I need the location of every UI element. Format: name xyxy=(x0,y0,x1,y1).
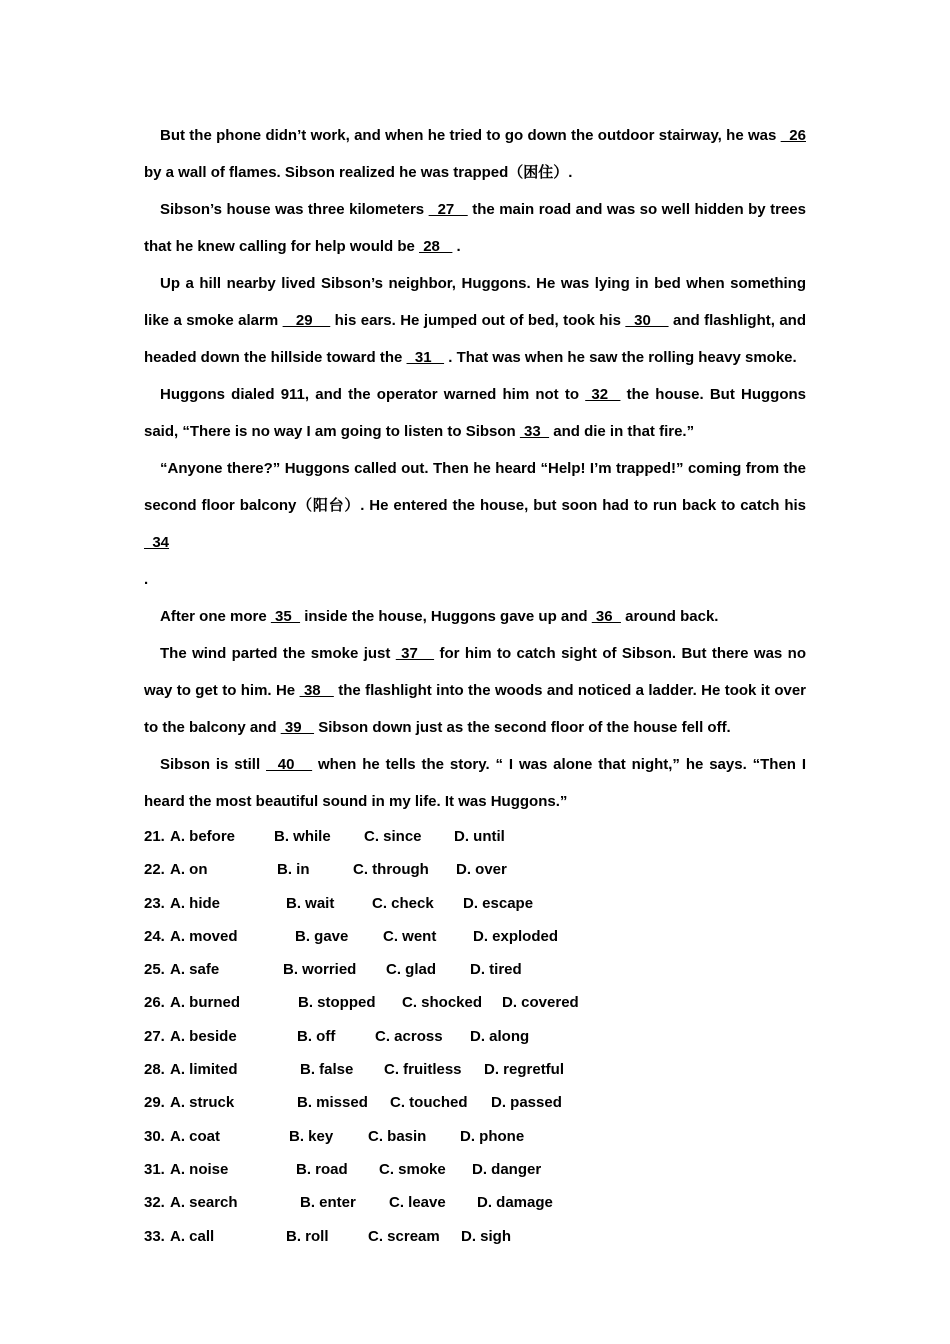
answer-choice[interactable]: C. glad xyxy=(386,961,437,979)
passage-text: Up a hill nearby lived Sibson’s neighbor, Huggons. He was lying in bed when something like a smoke alarm xyxy=(144,275,806,329)
answer-choice[interactable]: B. gave xyxy=(295,927,349,945)
answer-choice[interactable]: D. passed xyxy=(491,1094,562,1112)
question-row xyxy=(144,920,806,953)
passage-text: the main road and was so well hidden by trees that he knew calling for help would be xyxy=(144,201,806,255)
question-number: 30. xyxy=(144,1127,165,1145)
answer-choice[interactable]: C. fruitless xyxy=(384,1061,462,1079)
answer-choice[interactable]: A. coat xyxy=(170,1127,221,1145)
answer-choice[interactable]: C. touched xyxy=(390,1094,468,1112)
answer-choice[interactable]: D. over xyxy=(456,861,507,879)
passage-text: After one more xyxy=(160,608,271,625)
answer-choice[interactable]: D. danger xyxy=(472,1160,542,1178)
answer-choice[interactable]: D. sigh xyxy=(461,1227,512,1245)
passage-paragraph xyxy=(144,191,806,265)
answer-choice[interactable]: C. basin xyxy=(368,1127,427,1145)
answer-choice[interactable]: D. phone xyxy=(460,1127,525,1145)
answer-choice[interactable]: B. stopped xyxy=(298,994,376,1012)
passage-text: when he tells the story. “ I was alone that night,” he says. “Then I heard the most beautiful sound in my life. It was Huggons.” xyxy=(144,756,807,810)
question-row xyxy=(144,1086,806,1119)
passage-text: . xyxy=(144,571,149,588)
answer-choice[interactable]: A. limited xyxy=(170,1061,238,1079)
question-number: 27. xyxy=(144,1027,165,1045)
passage-text: and die in that fire.” xyxy=(549,423,695,440)
answer-choice[interactable]: A. beside xyxy=(170,1027,237,1045)
answer-choice[interactable]: A. safe xyxy=(170,961,220,979)
question-row xyxy=(144,1020,806,1053)
passage-paragraph xyxy=(144,635,806,746)
passage-text: . xyxy=(452,238,461,255)
answer-blank: 28 xyxy=(419,238,453,255)
answer-choice[interactable]: C. check xyxy=(372,894,434,912)
answer-choice[interactable]: D. regretful xyxy=(484,1061,565,1079)
question-number: 26. xyxy=(144,994,165,1012)
question-row xyxy=(144,1186,806,1219)
answer-blank: 35 xyxy=(270,608,301,625)
question-number: 32. xyxy=(144,1194,165,1212)
passage-text: Huggons dialed 911, and the operator warned him not to xyxy=(160,386,586,403)
passage-text: the flashlight into the woods and noticed a ladder. He took it over to the balcony and xyxy=(144,682,806,736)
answer-choice[interactable]: D. covered xyxy=(502,994,579,1012)
answer-options xyxy=(144,820,806,1253)
answer-blank: 36 xyxy=(591,608,621,625)
passage-text: for him to catch sight of Sibson. But there was no way to get to him. He xyxy=(144,645,807,699)
answer-choice[interactable]: B. off xyxy=(297,1027,336,1045)
answer-blank: 38 xyxy=(299,682,334,699)
answer-blank: 31 xyxy=(406,349,445,366)
question-row xyxy=(144,853,806,886)
question-row xyxy=(144,1220,806,1253)
passage-text: by a wall of flames. Sibson realized he was trapped（困住）. xyxy=(144,164,573,181)
question-number: 23. xyxy=(144,894,165,912)
answer-blank: 39 xyxy=(280,719,315,736)
answer-blank: 32 xyxy=(585,386,621,403)
passage-paragraph xyxy=(144,450,806,561)
passage-text: around back. xyxy=(620,608,719,625)
answer-blank: 27 xyxy=(428,201,468,218)
answer-choice[interactable]: B. while xyxy=(274,828,331,845)
answer-choice[interactable]: B. missed xyxy=(297,1094,368,1112)
answer-choice[interactable]: D. until xyxy=(454,828,505,845)
passage-paragraph xyxy=(144,265,806,376)
passage-paragraph xyxy=(144,561,806,598)
answer-choice[interactable]: B. roll xyxy=(286,1227,329,1245)
question-number: 21. xyxy=(144,828,165,845)
passage-text: his ears. He jumped out of bed, took his xyxy=(330,312,626,329)
answer-choice[interactable]: A. struck xyxy=(170,1094,235,1112)
answer-choice[interactable]: D. along xyxy=(470,1027,530,1045)
answer-choice[interactable]: D. tired xyxy=(470,961,522,979)
answer-choice[interactable]: A. before xyxy=(170,828,236,845)
answer-choice[interactable]: C. across xyxy=(375,1027,443,1045)
answer-choice[interactable]: C. smoke xyxy=(379,1160,446,1178)
question-number: 28. xyxy=(144,1061,165,1079)
question-row xyxy=(144,1153,806,1186)
answer-choice[interactable]: B. key xyxy=(289,1127,334,1145)
passage-text: “Anyone there?” Huggons called out. Then he heard “Help! I’m trapped!” coming from the second floor balcony（阳台）. He entered the house, but soon had to run back to catch his xyxy=(144,460,806,514)
passage-text: and flashlight, and headed down the hillside toward the xyxy=(144,312,806,366)
answer-choice[interactable]: A. call xyxy=(170,1227,215,1245)
answer-choice[interactable]: C. went xyxy=(383,927,437,945)
passage-text: The wind parted the smoke just xyxy=(160,645,396,662)
answer-choice[interactable]: A. noise xyxy=(170,1160,229,1178)
question-row xyxy=(144,1120,806,1153)
passage-paragraph xyxy=(144,598,806,635)
answer-choice[interactable]: B. in xyxy=(277,861,310,879)
answer-blank: 37 xyxy=(395,645,435,662)
answer-choice[interactable]: B. wait xyxy=(286,894,335,912)
question-row xyxy=(144,986,806,1019)
answer-choice[interactable]: A. hide xyxy=(170,894,221,912)
question-number: 24. xyxy=(144,927,165,945)
passage-paragraphs xyxy=(144,117,806,820)
answer-blank: 30 xyxy=(625,312,669,329)
passage-paragraph xyxy=(144,376,806,450)
answer-choice[interactable]: C. leave xyxy=(389,1194,446,1212)
answer-choice[interactable]: B. enter xyxy=(300,1194,356,1212)
passage-text: the house. But Huggons said, “There is no way I am going to listen to Sibson xyxy=(144,386,806,440)
passage-text: But the phone didn’t work, and when he tried to go down the outdoor stairway, he was xyxy=(160,127,781,144)
passage-text: Sibson’s house was three kilometers xyxy=(160,201,429,218)
passage-text: . That was when he saw the rolling heavy smoke. xyxy=(444,349,797,366)
answer-choice[interactable]: A. moved xyxy=(170,927,238,945)
answer-blank: 29 xyxy=(282,312,331,329)
passage-paragraph xyxy=(144,746,806,820)
passage-paragraph xyxy=(144,117,806,191)
question-row xyxy=(144,953,806,986)
question-row xyxy=(144,1053,806,1086)
passage-text: Sibson down just as the second floor of the house fell off. xyxy=(314,719,731,736)
answer-choice[interactable]: B. road xyxy=(296,1160,348,1178)
answer-choice[interactable]: C. scream xyxy=(368,1227,440,1245)
answer-choice[interactable]: C. since xyxy=(364,828,422,845)
passage-text: inside the house, Huggons gave up and xyxy=(300,608,592,625)
passage-text: Sibson is still xyxy=(160,756,267,773)
answer-choice[interactable]: B. false xyxy=(300,1061,354,1079)
answer-choice[interactable]: C. through xyxy=(353,861,429,879)
question-row xyxy=(144,887,806,920)
question-number: 25. xyxy=(144,961,165,979)
answer-choice[interactable]: D. exploded xyxy=(473,927,559,945)
answer-blank: 33 xyxy=(519,423,550,440)
answer-choice[interactable]: A. burned xyxy=(170,994,240,1012)
answer-choice[interactable]: C. shocked xyxy=(402,994,483,1012)
answer-choice[interactable]: D. escape xyxy=(463,894,534,912)
answer-choice[interactable]: A. on xyxy=(170,861,208,879)
question-row xyxy=(144,820,806,853)
answer-blank: 40 xyxy=(266,756,313,773)
answer-choice[interactable]: B. worried xyxy=(283,961,357,979)
question-number: 31. xyxy=(144,1160,165,1178)
answer-blank: 26 xyxy=(780,127,806,144)
cloze-passage xyxy=(144,117,806,1253)
question-number: 33. xyxy=(144,1227,165,1245)
question-number: 22. xyxy=(144,861,165,879)
answer-choice[interactable]: D. damage xyxy=(477,1194,553,1212)
answer-blank: 34 xyxy=(144,534,170,551)
answer-choice[interactable]: A. search xyxy=(170,1194,238,1212)
question-number: 29. xyxy=(144,1094,165,1112)
